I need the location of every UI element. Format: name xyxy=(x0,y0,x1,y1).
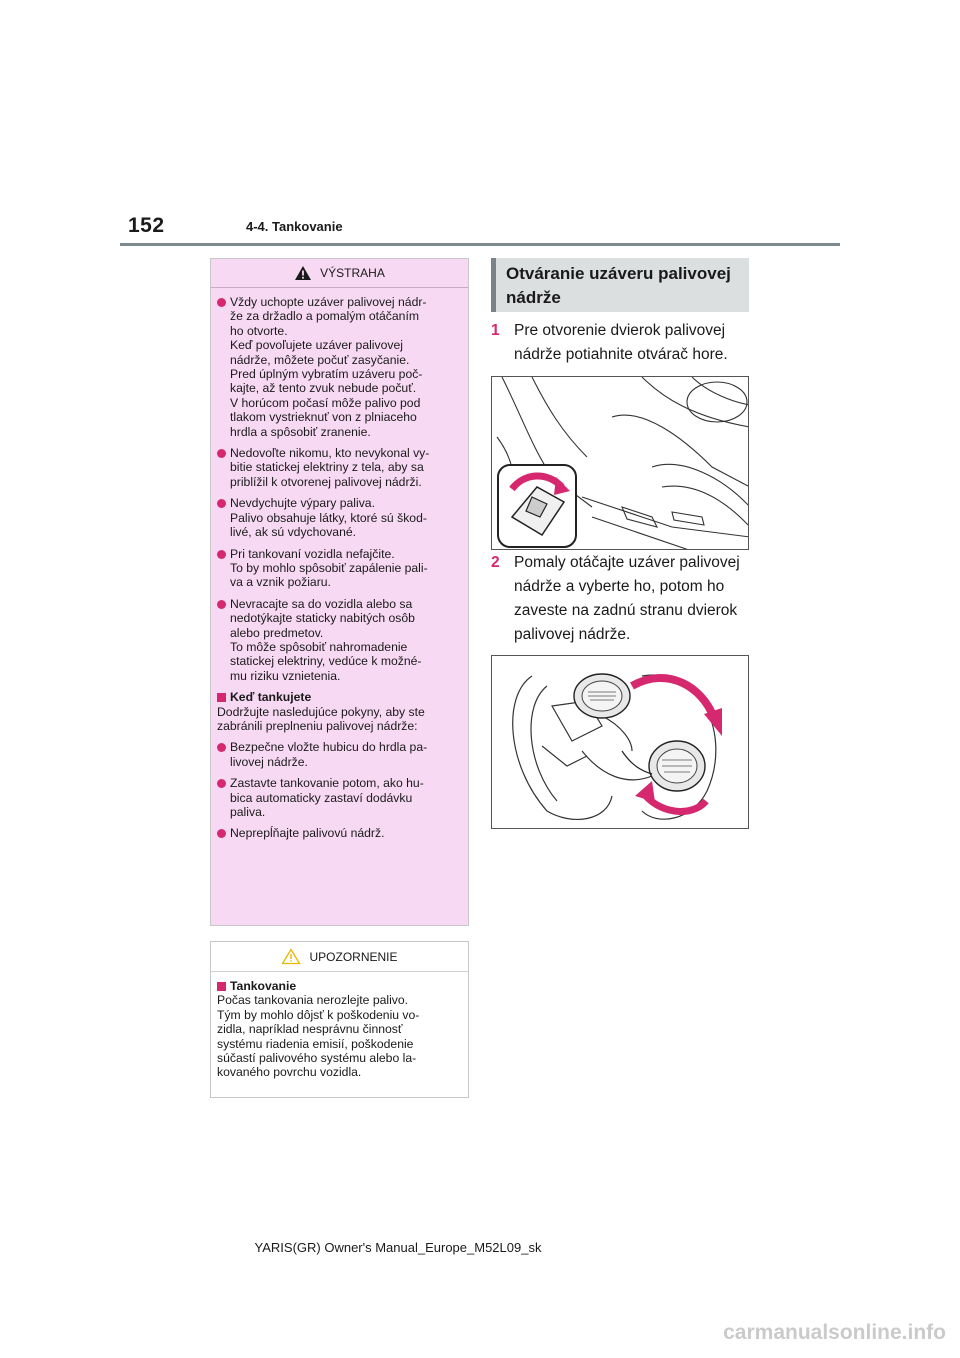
warning-header xyxy=(211,259,468,288)
warning-bullet: Bezpečne vložte hubicu do hrdla pa- livovej nádrže. xyxy=(217,740,462,769)
notice-header xyxy=(211,942,468,972)
footer: YARIS(GR) Owner's Manual_Europe_M52L09_sk xyxy=(254,1240,542,1255)
warning-bullet: Neprepĺňajte palivovú nádrž. xyxy=(217,826,462,840)
warning-bullet: Nedovoľte nikomu, kto nevykonal vy- bitie statickej elektriny z tela, aby sa priblížil k otvorenej palivovej nádrži. xyxy=(217,446,462,489)
caution-triangle-icon xyxy=(281,948,301,965)
warning-bullet: Nevracajte sa do vozidla alebo sa nedotýkajte staticky nabitých osôb alebo predmetov. To môže spôsobiť nahromadenie statickej elektriny, vedúce k možné- mu riziku vznietenia. xyxy=(217,597,462,683)
watermark: carmanualsonline.info xyxy=(723,1321,946,1344)
section-heading: Otváranie uzáveru palivovej nádrže xyxy=(491,258,749,312)
bullet-dot-icon xyxy=(217,829,226,838)
notice-box xyxy=(210,941,469,1098)
notice-title: UPOZORNENIE xyxy=(309,949,398,964)
section-title: 4-4. Tankovanie xyxy=(246,219,343,234)
warning-subtext: Dodržujte nasledujúce pokyny, aby ste zabránili preplneniu palivovej nádrže: xyxy=(217,704,425,733)
warning-subheading: Keď tankujete xyxy=(217,690,462,704)
step-number: 1 xyxy=(491,322,500,339)
warning-bullet: Pri tankovaní vozidla nefajčite. To by mohlo spôsobiť zapálenie pali- va a vznik požiaru. xyxy=(217,547,462,590)
warning-title: VÝSTRAHA xyxy=(320,266,385,280)
bullet-dot-icon xyxy=(217,298,226,307)
warning-triangle-icon xyxy=(294,265,312,281)
square-bullet-icon xyxy=(217,693,226,702)
notice-text: Počas tankovania nerozlejte palivo. Tým by mohlo dôjsť k poškodeniu vo- zidla, napríklad nesprávnu činnosť systému riadenia emisií, poškodenie súčastí palivového systému alebo la- kovaného povrchu vozidla. xyxy=(217,993,420,1080)
bullet-dot-icon xyxy=(217,600,226,609)
warning-bullet: Zastavte tankovanie potom, ako hu- bica automaticky zastaví dodávku paliva. xyxy=(217,776,462,819)
warning-box xyxy=(210,258,469,926)
step-number: 2 xyxy=(491,554,500,571)
page-number: 152 xyxy=(128,214,165,237)
bullet-dot-icon xyxy=(217,499,226,508)
header-rule xyxy=(120,243,840,246)
bullet-dot-icon xyxy=(217,550,226,559)
warning-bullet: Nevdychujte výpary paliva. Palivo obsahuje látky, ktoré sú škod- livé, ak sú vdychované. xyxy=(217,496,462,539)
notice-subheading: Tankovanie xyxy=(217,979,462,993)
fuel-door-opener-figure xyxy=(491,376,749,550)
bullet-dot-icon xyxy=(217,779,226,788)
car-interior-illustration xyxy=(492,377,749,550)
bullet-dot-icon xyxy=(217,449,226,458)
fuel-cap-figure xyxy=(491,655,749,829)
square-bullet-icon xyxy=(217,982,226,991)
bullet-dot-icon xyxy=(217,743,226,752)
fuel-cap-illustration xyxy=(492,656,749,829)
warning-bullet: Vždy uchopte uzáver palivovej nádr- že za držadlo a pomalým otáčaním ho otvorte. Keď povoľujete uzáver palivovej nádrže, môžete počuť zasyčanie. Pred úplným vybratím uzáveru poč- kajte, až tento zvuk nebude počuť. V horúcom počasí môže palivo pod tlakom vystrieknuť von z plniaceho hrdla a spôsobiť zranenie. xyxy=(217,295,462,439)
